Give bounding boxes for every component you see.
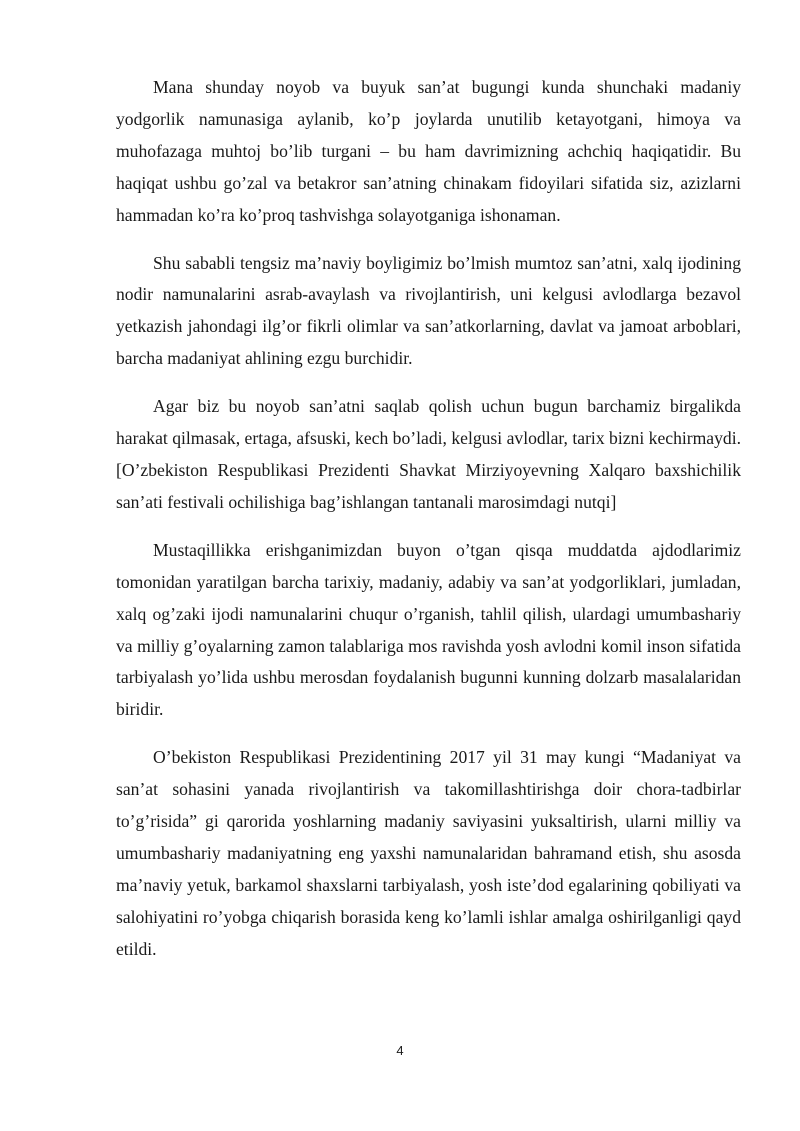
paragraph-1: Mana shunday noyob va buyuk san’at bugungi kunda shunchaki madaniy yodgorlik namunasiga aylanib, ko’p joylarda unutilib ketayotgani, himoya va muhofazaga muhtoj bo’lib turgani – bu ham davrimizning achchiq haqiqatidir. Bu haqiqat ushbu go’zal va betakror san’atning chinakam fidoyilari sifatida siz, azizlarni hammadan ko’ra ko’proq tashvishga solayotganiga ishonaman. [116,77,741,225]
paragraph-3: Agar biz bu noyob san’atni saqlab qolish uchun bugun barchamiz birgalikda harakat qilmasak, ertaga, afsuski, kech bo’ladi, kelgusi avlodlar, tarix bizni kechirmaydi. [O’zbekiston Respublikasi Prezidenti Shavkat Mirziyoyevning Xalqaro baxshichilik san’ati festivali ochilishiga bag’ishlangan tantanali marosimdagi nutqi] [116,396,741,512]
paragraph-5: O’bekiston Respublikasi Prezidentining 2017 yil 31 may kungi “Madaniyat va san’at sohasini yanada rivojlantirish va takomillashtirishga doir chora-tadbirlar to’g’risida” gi qarorida yoshlarning madaniy saviyasini yuksaltirish, ularni milliy va umumbashariy madaniyatning eng yaxshi namunalaridan bahramand etish, shu asosda ma’naviy yetuk, barkamol shaxslarni tarbiyalash, yosh iste’dod egalarining qobiliyati va salohiyatini ro’yobga chiqarish borasida keng ko’lamli ishlar amalga oshirilganligi qayd etildi. [116,747,741,959]
page-number: 4 [396,1043,404,1058]
paragraph-4: Mustaqillikka erishganimizdan buyon o’tgan qisqa muddatda ajdodlarimiz tomonidan yaratilgan barcha tarixiy, madaniy, adabiy va san’at yodgorliklari, jumladan, xalq og’zaki ijodi namunalarini chuqur o’rganish, tahlil qilish, ulardagi umumbashariy va milliy g’oyalarning zamon talablariga mos ravishda yosh avlodni komil inson sifatida tarbiyalash yo’lida ushbu merosdan foydalanish bugunni kunning dolzarb masalalaridan biridir. [116,539,741,720]
paragraph-2: Shu sababli tengsiz ma’naviy boyligimiz bo’lmish mumtoz san’atni, xalq ijodining nodir namunalarini asrab-avaylash va rivojlantirish, uni kelgusi avlodlarga bezavol yetkazish jahondagi ilg’or fikrli olimlar va san’atkorlarning, davlat va jamoat arboblari, barcha madaniyat ahlining ezgu burchidir. [116,252,741,369]
document-body [116,72,741,966]
